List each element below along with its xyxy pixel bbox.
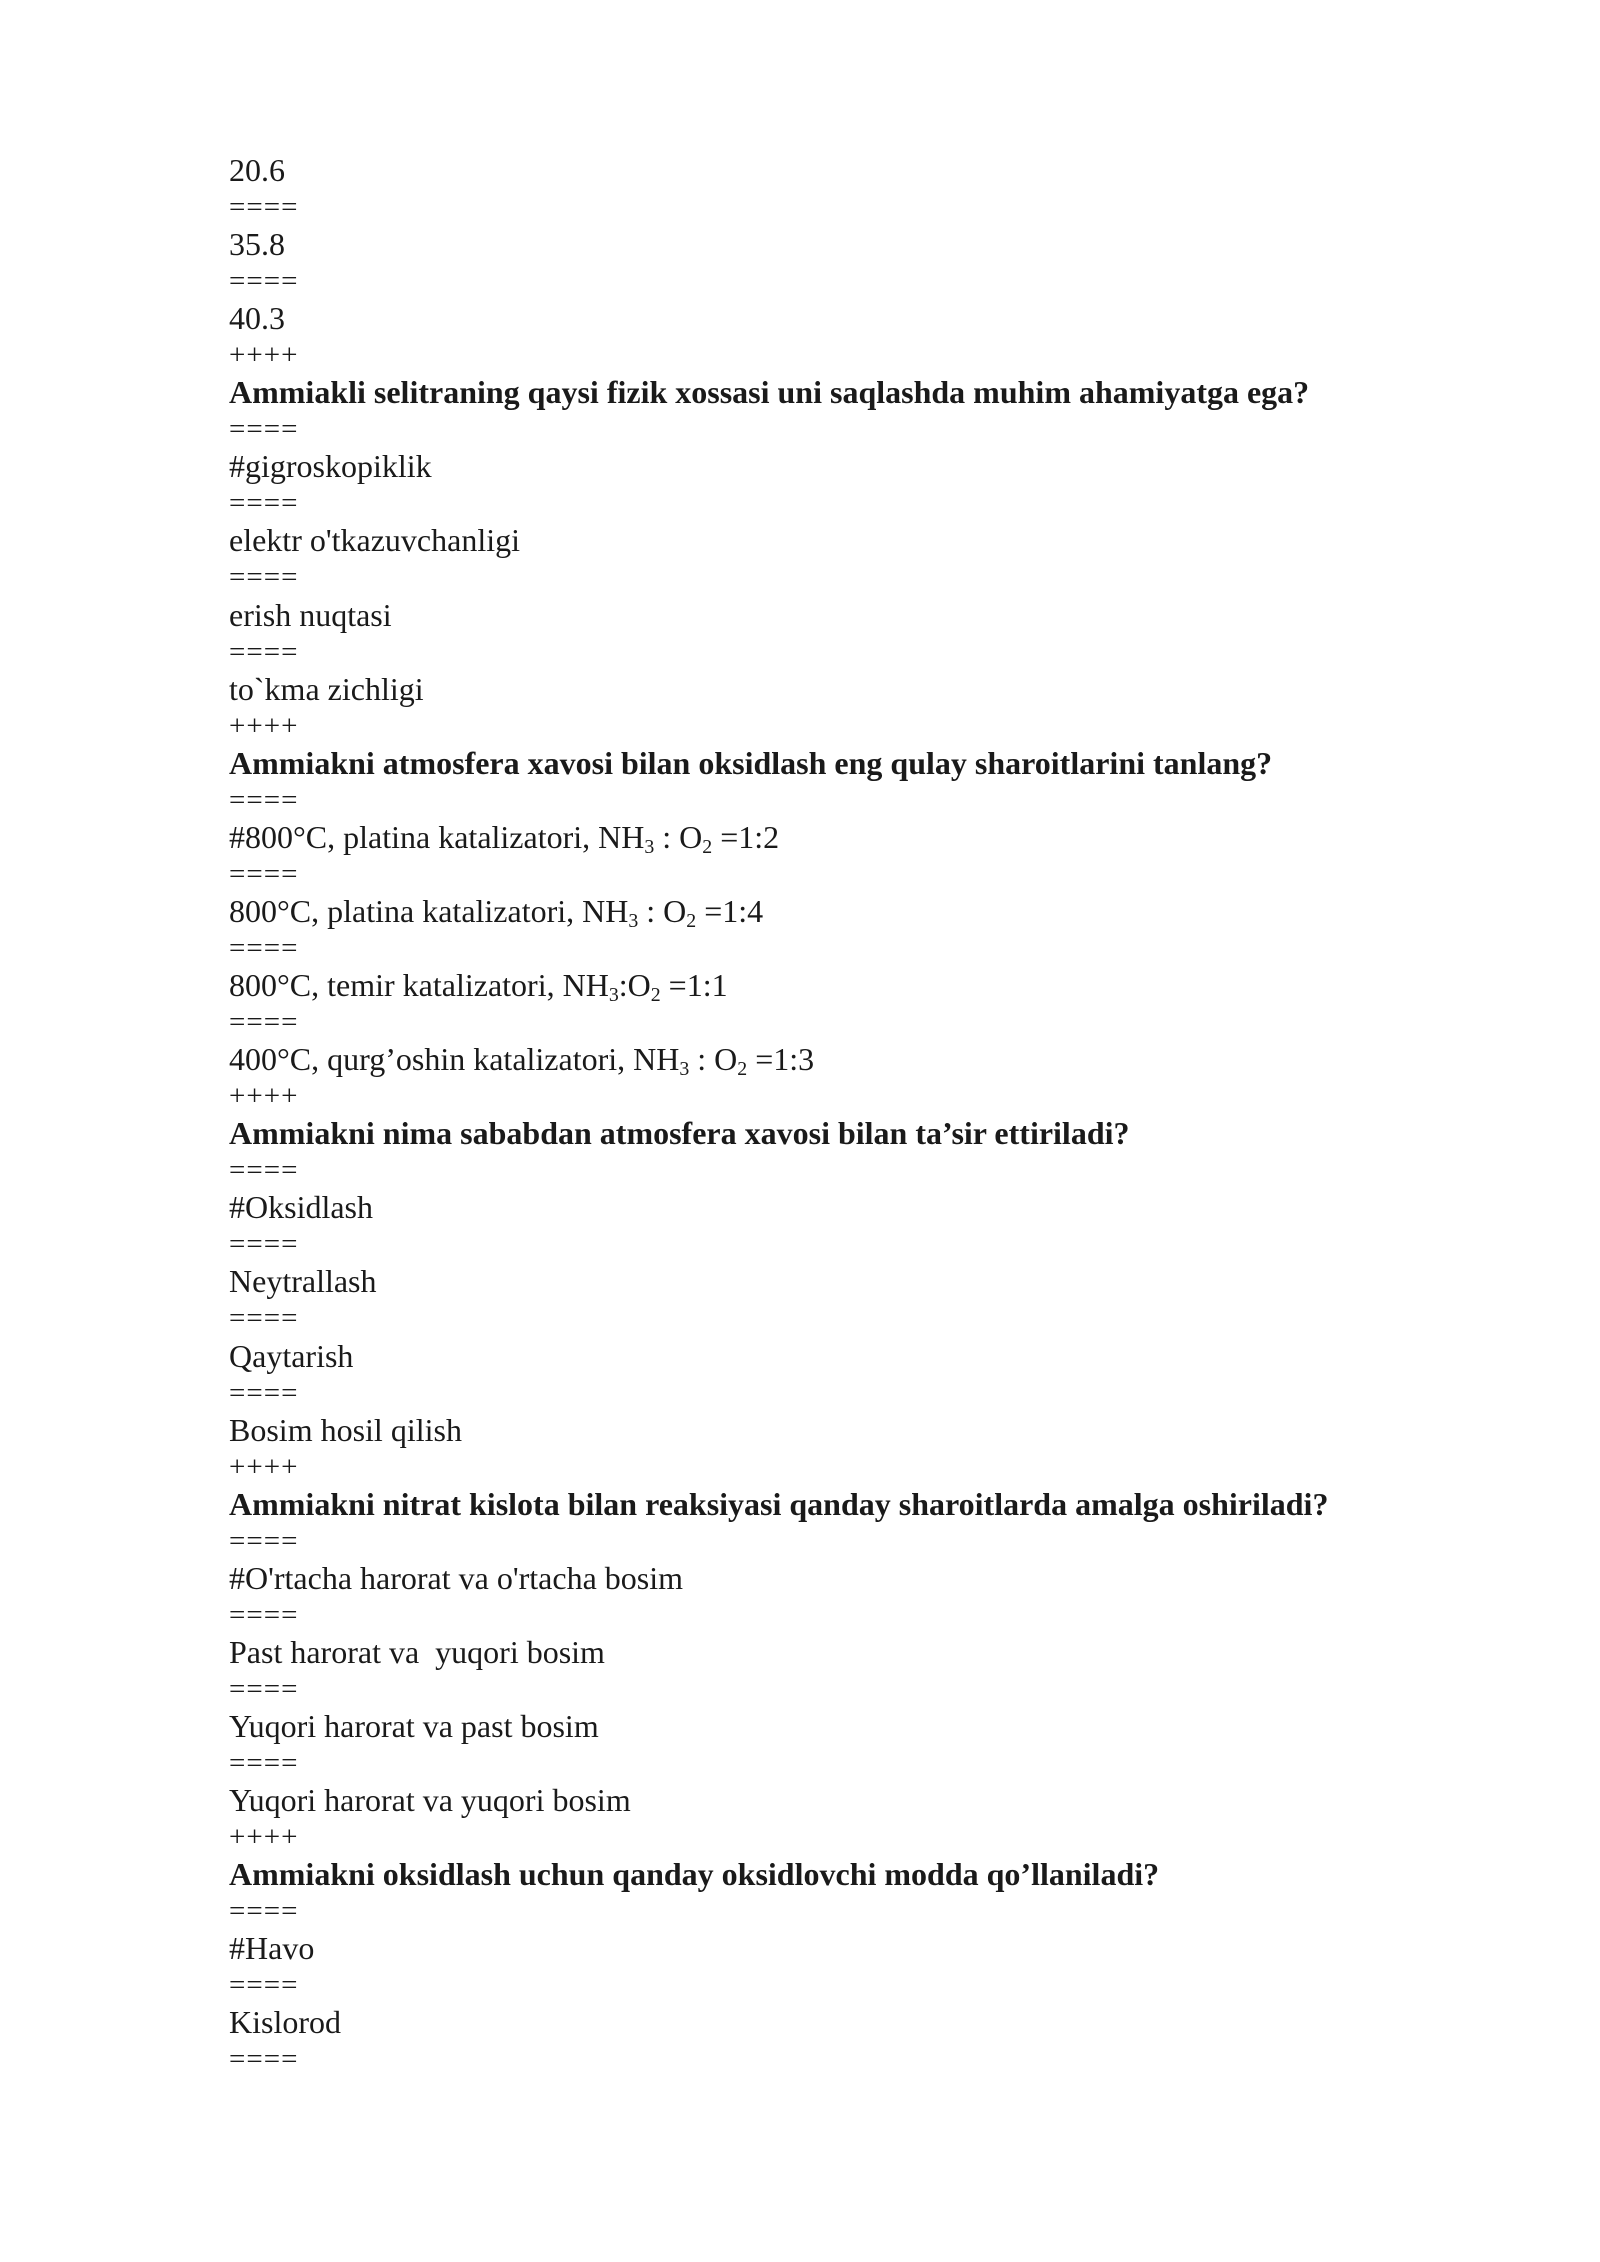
answer-block xyxy=(229,596,1409,670)
text-run: Yuqori harorat va yuqori bosim xyxy=(229,1782,631,1819)
option-separator: ==== xyxy=(229,1746,299,1779)
option-separator: ==== xyxy=(229,191,299,223)
option-separator: ==== xyxy=(229,1598,299,1631)
question-block xyxy=(229,744,1409,818)
option-separator: ==== xyxy=(229,783,299,816)
option-separator: ==== xyxy=(229,1006,299,1039)
answer-option-text xyxy=(229,1040,815,1081)
answer-option-text xyxy=(229,1929,314,1967)
text-run: : O xyxy=(689,1041,738,1078)
answer-block xyxy=(229,1262,1409,1336)
answer-block xyxy=(229,2003,1409,2077)
text-run: 800°C, platina katalizatori, NH xyxy=(229,892,629,929)
answer-option-text xyxy=(229,1781,631,1819)
answer-block xyxy=(229,1929,1409,2003)
question-block xyxy=(229,1855,1409,1929)
question-block xyxy=(229,1485,1409,1559)
text-run: Bosim hosil qilish xyxy=(229,1411,462,1448)
text-run: elektr o'tkazuvchanligi xyxy=(229,522,520,559)
answer-option-text xyxy=(229,966,728,1004)
answer-block xyxy=(229,151,1409,225)
answer-option-text xyxy=(229,1188,373,1226)
text-run: =1:3 xyxy=(747,1041,815,1078)
answer-option-text xyxy=(229,1337,353,1375)
question-text xyxy=(229,373,1309,411)
question-text xyxy=(229,1855,1159,1893)
answer-block xyxy=(229,1633,1409,1707)
answer-block xyxy=(229,521,1409,595)
answer-block xyxy=(229,1411,1409,1485)
text-run: =1:4 xyxy=(696,892,764,929)
question-separator: ++++ xyxy=(229,709,299,742)
text-run: #gigroskopiklik xyxy=(229,448,432,485)
text-run: Ammiakni atmosfera xavosi bilan oksidlash eng qulay sharoitlarini tanlang? xyxy=(229,744,1273,781)
question-block xyxy=(229,1114,1409,1188)
text-run: :O xyxy=(618,967,651,1004)
answer-block xyxy=(229,299,1409,373)
option-separator: ==== xyxy=(229,1376,299,1409)
text-run: #O'rtacha harorat va o'rtacha bosim xyxy=(229,1559,683,1596)
text-run: #Oksidlash xyxy=(229,1189,373,1226)
answer-block xyxy=(229,1337,1409,1411)
text-run: to`kma zichligi xyxy=(229,670,424,707)
question-text xyxy=(229,1114,1130,1152)
answer-option-text xyxy=(229,1411,462,1449)
answer-option-text xyxy=(229,1262,377,1300)
subscript: 3 xyxy=(644,835,655,858)
answer-option-text xyxy=(229,892,763,930)
answer-block xyxy=(229,225,1409,299)
answer-block xyxy=(229,1188,1409,1262)
answer-block xyxy=(229,1040,1409,1114)
text-run: 800°C, temir katalizatori, NH xyxy=(229,967,609,1004)
option-separator: ==== xyxy=(229,1154,299,1187)
option-separator: ==== xyxy=(229,857,299,890)
subscript: 2 xyxy=(702,835,713,858)
option-separator: ==== xyxy=(229,1228,299,1261)
answer-option-text xyxy=(229,299,285,337)
text-run: #800°C, platina katalizatori, NH xyxy=(229,818,645,855)
text-run: Past harorat va yuqori bosim xyxy=(229,1633,605,1670)
subscript: 3 xyxy=(608,983,619,1006)
text-run: Kislorod xyxy=(229,2004,341,2041)
question-separator: ++++ xyxy=(229,1080,299,1113)
option-separator: ==== xyxy=(229,1895,299,1928)
answer-option-text xyxy=(229,151,285,189)
option-separator: ==== xyxy=(229,1524,299,1557)
text-run: =1:2 xyxy=(712,818,780,855)
subscript: 2 xyxy=(737,1058,748,1081)
text-run: : O xyxy=(654,818,703,855)
answer-option-text xyxy=(229,596,392,634)
answer-block xyxy=(229,892,1409,966)
answer-option-text xyxy=(229,1559,683,1597)
question-separator: ++++ xyxy=(229,339,299,372)
option-separator: ==== xyxy=(229,487,299,520)
text-run: erish nuqtasi xyxy=(229,596,392,633)
question-text xyxy=(229,1485,1328,1523)
answer-block xyxy=(229,447,1409,521)
text-run: 20.6 xyxy=(229,152,285,188)
answer-option-text xyxy=(229,521,520,559)
question-separator: ++++ xyxy=(229,1821,299,1854)
text-run: Qaytarish xyxy=(229,1337,354,1374)
text-run: 40.3 xyxy=(229,300,285,337)
text-run: Ammiakni nitrat kislota bilan reaksiyasi qanday sharoitlarda amalga oshiriladi? xyxy=(229,1485,1329,1522)
question-text xyxy=(229,744,1272,782)
answer-option-text xyxy=(229,225,285,263)
option-separator: ==== xyxy=(229,561,299,594)
text-run: Ammiakni oksidlash uchun qanday oksidlovchi modda qo’llaniladi? xyxy=(229,1856,1160,1893)
answer-block xyxy=(229,1559,1409,1633)
option-separator: ==== xyxy=(229,2043,299,2076)
option-separator: ==== xyxy=(229,1672,299,1705)
question-block xyxy=(229,373,1409,447)
option-separator: ==== xyxy=(229,413,299,446)
answer-option-text xyxy=(229,670,424,708)
text-run: #Havo xyxy=(229,1930,315,1967)
answer-block xyxy=(229,1781,1409,1855)
text-run: 400°C, qurg’oshin katalizatori, NH xyxy=(229,1041,680,1078)
text-run: =1:1 xyxy=(660,967,728,1004)
text-run: Neytrallash xyxy=(229,1263,377,1300)
answer-option-text xyxy=(229,447,432,485)
answer-block xyxy=(229,966,1409,1040)
option-separator: ==== xyxy=(229,1302,299,1335)
answer-option-text xyxy=(229,1633,605,1671)
answer-block xyxy=(229,670,1409,744)
answer-option-text xyxy=(229,818,779,856)
text-run: : O xyxy=(638,892,687,929)
answer-option-text xyxy=(229,2003,341,2041)
subscript: 3 xyxy=(679,1058,690,1081)
option-separator: ==== xyxy=(229,1969,299,2002)
text-run: Yuqori harorat va past bosim xyxy=(229,1707,599,1744)
answer-block xyxy=(229,1707,1409,1781)
question-separator: ++++ xyxy=(229,1450,299,1483)
subscript: 2 xyxy=(686,909,697,932)
subscript: 3 xyxy=(628,909,639,932)
subscript: 2 xyxy=(650,983,661,1006)
option-separator: ==== xyxy=(229,265,299,298)
text-run: 35.8 xyxy=(229,226,285,263)
text-run: Ammiakli selitraning qaysi fizik xossasi uni saqlashda muhim ahamiyatga ega? xyxy=(229,374,1310,411)
answer-block xyxy=(229,818,1409,892)
option-separator: ==== xyxy=(229,635,299,668)
answer-option-text xyxy=(229,1707,599,1745)
option-separator: ==== xyxy=(229,931,299,964)
document-body xyxy=(229,151,1409,2077)
text-run: Ammiakni nima sababdan atmosfera xavosi bilan ta’sir ettiriladi? xyxy=(229,1115,1130,1152)
